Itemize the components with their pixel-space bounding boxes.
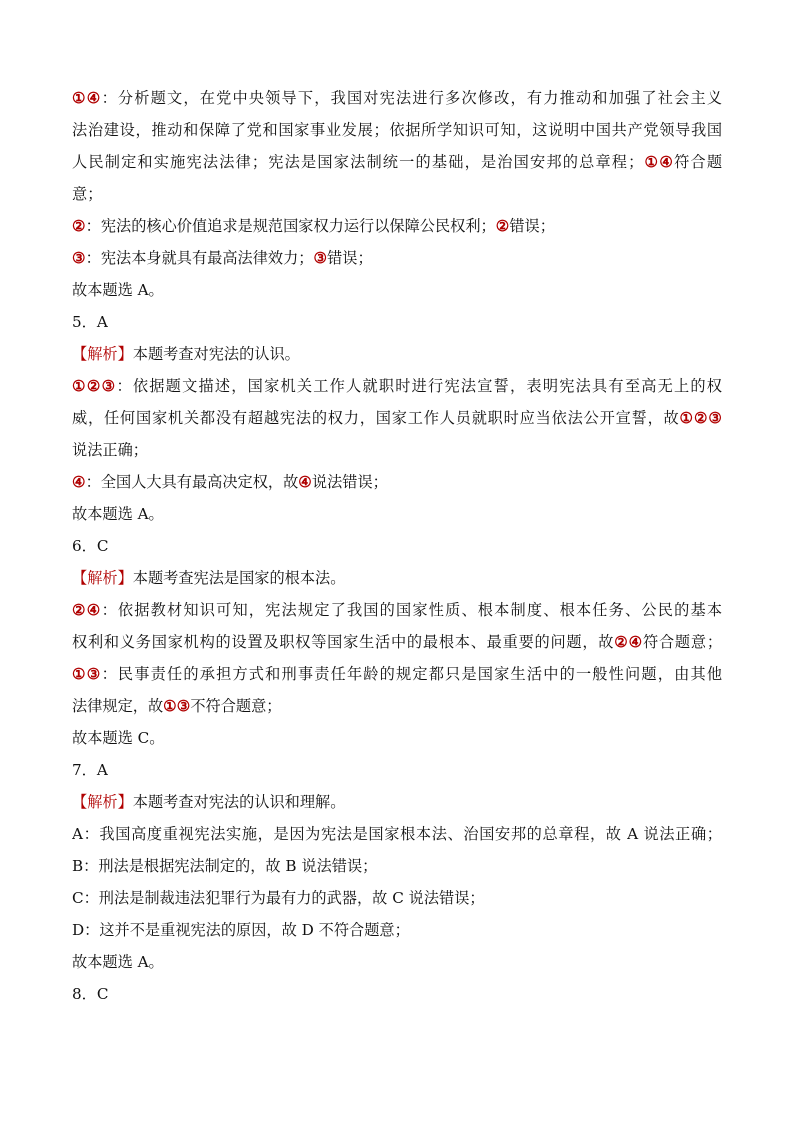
option-markers: ①④ xyxy=(72,89,102,107)
text-segment: 错误； xyxy=(509,217,555,235)
text-segment: ：依据教材知识可知，宪法规定了我国的国家性质、根本制度、根本任务、公民的基本 xyxy=(101,601,722,619)
text-line xyxy=(72,470,722,494)
text-segment: 7．A xyxy=(72,761,108,779)
text-segment: 故本题选 C。 xyxy=(72,729,165,747)
text-segment: ：全国人大具有最高决定权，故 xyxy=(85,473,299,491)
option-markers: ②④ xyxy=(72,601,102,619)
text-line xyxy=(72,534,722,558)
text-segment: C：刑法是制裁违法犯罪行为最有力的武器，故 C 说法错误； xyxy=(72,889,485,907)
text-segment: 法治建设，推动和保障了党和国家事业发展；依据所学知识可知，这说明中国共产党领导我国 xyxy=(72,121,722,139)
text-line xyxy=(72,150,722,174)
option-markers: ② xyxy=(72,217,86,235)
text-line xyxy=(72,502,722,526)
text-line xyxy=(72,694,722,718)
text-line xyxy=(72,342,722,366)
text-line xyxy=(72,662,722,686)
text-segment: 故本题选 A。 xyxy=(72,281,164,299)
text-segment: ：分析题文，在党中央领导下，我国对宪法进行多次修改，有力推动和加强了社会主义 xyxy=(101,89,722,107)
text-segment: D：这并不是重视宪法的原因，故 D 不符合题意； xyxy=(72,921,410,939)
text-segment: 法律规定，故 xyxy=(72,697,164,715)
option-markers: ④ xyxy=(298,473,312,491)
option-markers: ①②③ xyxy=(72,377,117,395)
text-line xyxy=(72,726,722,750)
text-line xyxy=(72,310,722,334)
text-line xyxy=(72,182,722,206)
text-segment: B：刑法是根据宪法制定的，故 B 说法错误； xyxy=(72,857,378,875)
text-line xyxy=(72,630,722,654)
text-segment: 意； xyxy=(72,185,103,203)
option-markers: ①④ xyxy=(643,153,675,171)
analysis-tag: 【解析】 xyxy=(72,793,133,811)
text-segment: ：宪法的核心价值追求是规范国家权力运行以保障公民权利； xyxy=(85,217,496,235)
option-markers: ②④ xyxy=(614,633,644,651)
text-line xyxy=(72,566,722,590)
text-segment: 不符合题意； xyxy=(190,697,282,715)
option-markers: ①②③ xyxy=(679,409,722,427)
text-line xyxy=(72,86,722,110)
text-line xyxy=(72,374,722,398)
text-segment: 故本题选 A。 xyxy=(72,505,164,523)
text-line xyxy=(72,758,722,782)
analysis-tag: 【解析】 xyxy=(72,569,133,587)
text-segment: ：依据题文描述，国家机关工作人就职时进行宪法宣誓，表明宪法具有至高无上的权 xyxy=(116,377,722,395)
text-segment: 8．C xyxy=(72,985,109,1003)
text-segment: 符合题意； xyxy=(643,633,722,651)
text-segment: A：我国高度重视宪法实施，是因为宪法是国家根本法、治国安邦的总章程，故 A 说法正确； xyxy=(72,825,722,843)
text-segment: 说法错误； xyxy=(311,473,388,491)
option-markers: ④ xyxy=(72,473,86,491)
text-line xyxy=(72,438,722,462)
text-segment: 本题考查对宪法的认识。 xyxy=(132,345,300,363)
text-segment: 错误； xyxy=(327,249,373,267)
text-line xyxy=(72,982,722,1006)
text-line xyxy=(72,854,722,878)
text-segment: 人民制定和实施宪法法律；宪法是国家法制统一的基础，是治国安邦的总章程； xyxy=(72,153,644,171)
text-line xyxy=(72,406,722,430)
text-segment: 威，任何国家机关都没有超越宪法的权力，国家工作人员就职时应当依法公开宣誓，故 xyxy=(72,409,680,427)
text-segment: ：民事责任的承担方式和刑事责任年龄的规定都只是国家生活中的一般性问题，由其他 xyxy=(101,665,722,683)
text-line xyxy=(72,598,722,622)
text-line xyxy=(72,886,722,910)
option-markers: ①③ xyxy=(163,697,191,715)
text-line xyxy=(72,950,722,974)
text-line xyxy=(72,118,722,142)
text-segment: 本题考查宪法是国家的根本法。 xyxy=(132,569,346,587)
text-segment: 权利和义务国家机构的设置及职权等国家生活中的最根本、最重要的问题，故 xyxy=(72,633,615,651)
text-segment: 符合题 xyxy=(674,153,722,171)
text-segment: 6．C xyxy=(72,537,109,555)
text-segment: ：宪法本身就具有最高法律效力； xyxy=(85,249,314,267)
text-segment: 本题考查对宪法的认识和理解。 xyxy=(132,793,346,811)
text-line xyxy=(72,918,722,942)
analysis-tag: 【解析】 xyxy=(72,345,133,363)
text-line xyxy=(72,822,722,846)
text-segment: 故本题选 A。 xyxy=(72,953,164,971)
text-segment: 说法正确； xyxy=(72,441,148,459)
option-markers: ①③ xyxy=(72,665,102,683)
option-markers: ③ xyxy=(72,249,86,267)
option-markers: ③ xyxy=(313,249,328,267)
text-line xyxy=(72,214,722,238)
text-segment: 5．A xyxy=(72,313,108,331)
text-line xyxy=(72,790,722,814)
text-line xyxy=(72,246,722,270)
text-line xyxy=(72,278,722,302)
option-markers: ② xyxy=(495,217,510,235)
